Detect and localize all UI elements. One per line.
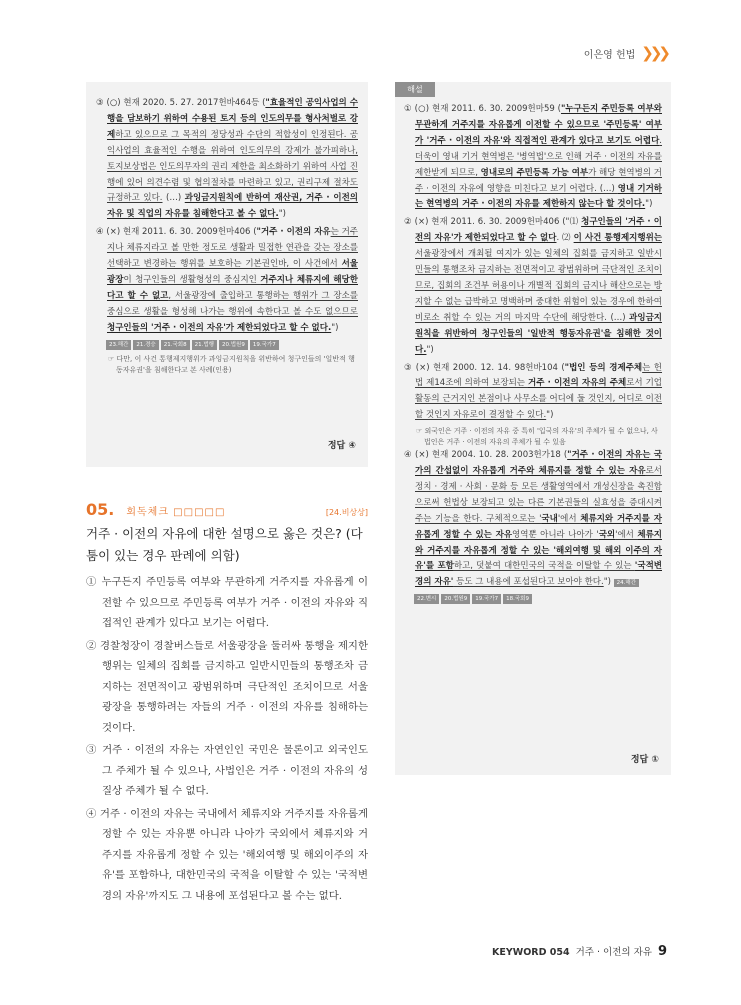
exam-tag: 21.경승	[133, 340, 158, 350]
brand-header	[584, 44, 667, 62]
question-number: 05.	[86, 500, 115, 519]
right-note: ☞ 외국인은 거주 · 이전의 자유 중 특히 '입국의 자유'의 주체가 될 수 없으나, 사법인은 거주 · 이전의 자유의 주체가 될 수 있음	[416, 427, 658, 447]
right-item-3: ③ (×) 현재 2000. 12. 14. 98헌바104 ("법인 등의 경제주체는 헌법 제14조에 의하여 보장되는 거주 · 이전의 자유의 주체로서 기업활동의 근거지인 본점이나 사무소를 어디에 둘 것인지, 어디로 이전할 것인지 자유로이 결정할 수 있다.")	[404, 362, 663, 421]
exam-tag: 20.법원9	[219, 340, 248, 350]
left-explanation-box	[86, 82, 368, 467]
exam-tag: 18.국회9	[503, 594, 532, 604]
question-text: 거주 · 이전의 자유에 대한 설명으로 옳은 것은? (다툼이 있는 경우 판례에 의함)	[86, 526, 363, 563]
right-item-2: ② (×) 현재 2011. 6. 30. 2009헌마406 ("⑴ 청구인들의 '거주 · 이전의 자유'가 제한되었다고 할 수 없다. ⑵ 이 사건 통행제지행위는 서울광장에서 개최될 여지가 있는 일체의 집회를 금지하고 일반시민들의 통행조차 금지하는 전면적이고 광범위하며 극단적인 조치이므로, 집회의 조건부 허용이나 개별적 집회의 금지나 해산으로는 방지할 수 없는 급박하고 명백하며 중대한 위험이 있는 경우에 한하여 비로소 취할 수 있는 거의 마지막 수단에 해당한다. (…) 과잉금지원칙을 위반하여 청구인들의 '일반적 행동자유권'을 침해한 것이다.")	[404, 217, 662, 355]
explanation-label: 해설	[395, 82, 435, 97]
answer-choices	[86, 572, 368, 906]
left-note: ☞ 다만, 이 사건 통행제지행위가 과잉금지원칙을 위반하여 청구인들의 '일반적 행동자유권'을 침해한다고 본 사례(인용)	[108, 354, 355, 374]
exam-tag: 24.해간	[614, 579, 639, 587]
page-footer	[492, 944, 667, 959]
choice-2: ② 경찰청장이 경찰버스들로 서울광장을 둘러싸 통행을 제지한 행위는 일체의 집회를 금지하고 일반시민들의 통행조차 금지하는 전면적이고 광범위하며 극단적인 조치이므로 서울광장을 통행하려는 자들의 거주 · 이전의 자유를 침해하는 것이다.	[86, 639, 368, 734]
exam-tag: 22.변시	[414, 594, 439, 604]
choice-3: ③ 거주 · 이전의 자유는 자연인인 국민은 물론이고 외국인도 그 주체가 될 수 있으나, 사법인은 거주 · 이전의 자유의 성질상 주체가 될 수 없다.	[86, 744, 368, 797]
left-item-4: ④ (×) 현재 2011. 6. 30. 2009헌마406 ("거주 · 이전의 자유는 거주지나 체류지라고 볼 만한 정도로 생활과 밀접한 연관을 갖는 장소를 선택하고 변경하는 행위를 보호하는 기본권인바, 이 사건에서 서울광장이 청구인들의 생활형성의 중심지인 거주지나 체류지에 해당한다고 할 수 없고, 서울광장에 출입하고 통행하는 행위가 그 장소를 중심으로 생활을 형성해 나가는 행위에 속한다고 볼 수도 없으므로 청구인들의 '거주 · 이전의 자유'가 제한되었다고 할 수 없다.")	[96, 227, 358, 333]
page-number: 9	[657, 944, 667, 959]
left-answer: 정답 ④	[327, 441, 356, 451]
review-checkboxes: □□□□□	[173, 507, 226, 518]
left-exam-tags	[106, 340, 358, 350]
exam-tag: 23.해간	[106, 340, 131, 350]
chevron-right-icon: ❯❯❯	[641, 44, 667, 62]
exam-tag: 21.국회8	[161, 340, 190, 350]
choice-1: ① 누구든지 주민등록 여부와 무관하게 거주지를 자유롭게 이전할 수 있으므로 주민등록 여부가 거주 · 이전의 자유와 직접적인 관계가 있다고 보기는 어렵다.	[86, 576, 368, 629]
exam-tag: 19.국가7	[250, 340, 279, 350]
question-year-tag: [24.비상상]	[325, 508, 368, 517]
footer-keyword: KEYWORD 054	[492, 947, 570, 958]
left-item-3: ③ (○) 현재 2020. 5. 27. 2017헌바464등 ("효율적인 공익사업의 수행을 담보하기 위하여 수용된 토지 등의 인도의무를 형사처벌로 강제하고 있으므로 그 목적의 정당성과 수단의 적합성이 인정된다. 공익사업의 효율적인 수행을 위하여 인도의무의 강제가 불가피하나, 토지보상법은 인도의무자의 권리 제한을 최소화하기 위하여 사업 진행에 있어 의견수렴 및 협의절차를 마련하고 있고, 권리구제 절차도 규정하고 있다. (…) 과잉금지원칙에 반하여 재산권, 거주 · 이전의 자유 및 직업의 자유를 침해한다고 볼 수 없다.")	[96, 98, 358, 220]
exam-tag: 21.법행	[192, 340, 217, 350]
review-check-label: 회독체크	[126, 507, 169, 518]
question-header	[86, 500, 368, 520]
exam-tag: 19.국가7	[472, 594, 501, 604]
review-check	[126, 503, 225, 518]
right-item-1: ① (○) 현재 2011. 6. 30. 2009헌마59 ("누구든지 주민등록 여부와 무관하게 거주지를 자유롭게 이전할 수 있으므로 '주민등록' 여부가 '거주 · 이전의 자유'와 직접적인 관계가 있다고 보기도 어렵다. 더욱이 영내 기거 현역병은 '병역법'으로 인해 거주 · 이전의 자유를 제한받게 되므로, 영내로의 주민등록 가능 여부가 해당 현역병의 거주 · 이전의 자유에 영향을 미친다고 보기 어렵다. (…) 영내 기거하는 현역병의 거주 · 이전의 자유를 제한하지 않는다 할 것이다.")	[404, 104, 662, 210]
right-explanation-box	[395, 82, 671, 775]
right-item-4: ④ (×) 현재 2004. 10. 28. 2003헌가18 ("거주 · 이전의 자유는 국가의 간섭없이 자유롭게 거주와 체류지를 정할 수 있는 자유로서 정치 · 경제 · 사회 · 문화 등 모든 생활영역에서 개성신장을 촉진함으로써 헌법상 보장되고 있는 다른 기본권들의 실효성을 증대시켜주는 기능을 한다. 구체적으로는 '국내'에서 체류지와 거주지를 자유롭게 정할 수 있는 자유영역뿐 아니라 나아가 '국외'에서 체류지와 거주지를 자유롭게 정할 수 있는 '해외여행 및 해외 이주의 자유'를 포함하고, 덧붙여 대한민국의 국적을 이탈할 수 있는 '국적변경의 자유' 등도 그 내용에 포섭된다고 보아야 한다.") 24.해간	[404, 450, 662, 588]
choice-4: ④ 거주 · 이전의 자유는 국내에서 체류지와 거주지를 자유롭게 정할 수 있는 자유뿐 아니라 나아가 국외에서 체류지와 거주지를 자유롭게 정할 수 있는 '해외여행 및 해외이주의 자유'를 포함하나, 대한민국의 국적을 이탈할 수 있는 '국적변경의 자유'까지도 그 내용에 포섭된다고 볼 수는 없다.	[86, 807, 368, 902]
exam-tag: 20.법원9	[441, 594, 470, 604]
footer-title: 거주 · 이전의 자유	[575, 947, 652, 958]
right-exam-tags	[414, 594, 662, 604]
brand-title: 이은영 헌법	[583, 49, 636, 61]
right-answer: 정답 ①	[630, 755, 659, 765]
